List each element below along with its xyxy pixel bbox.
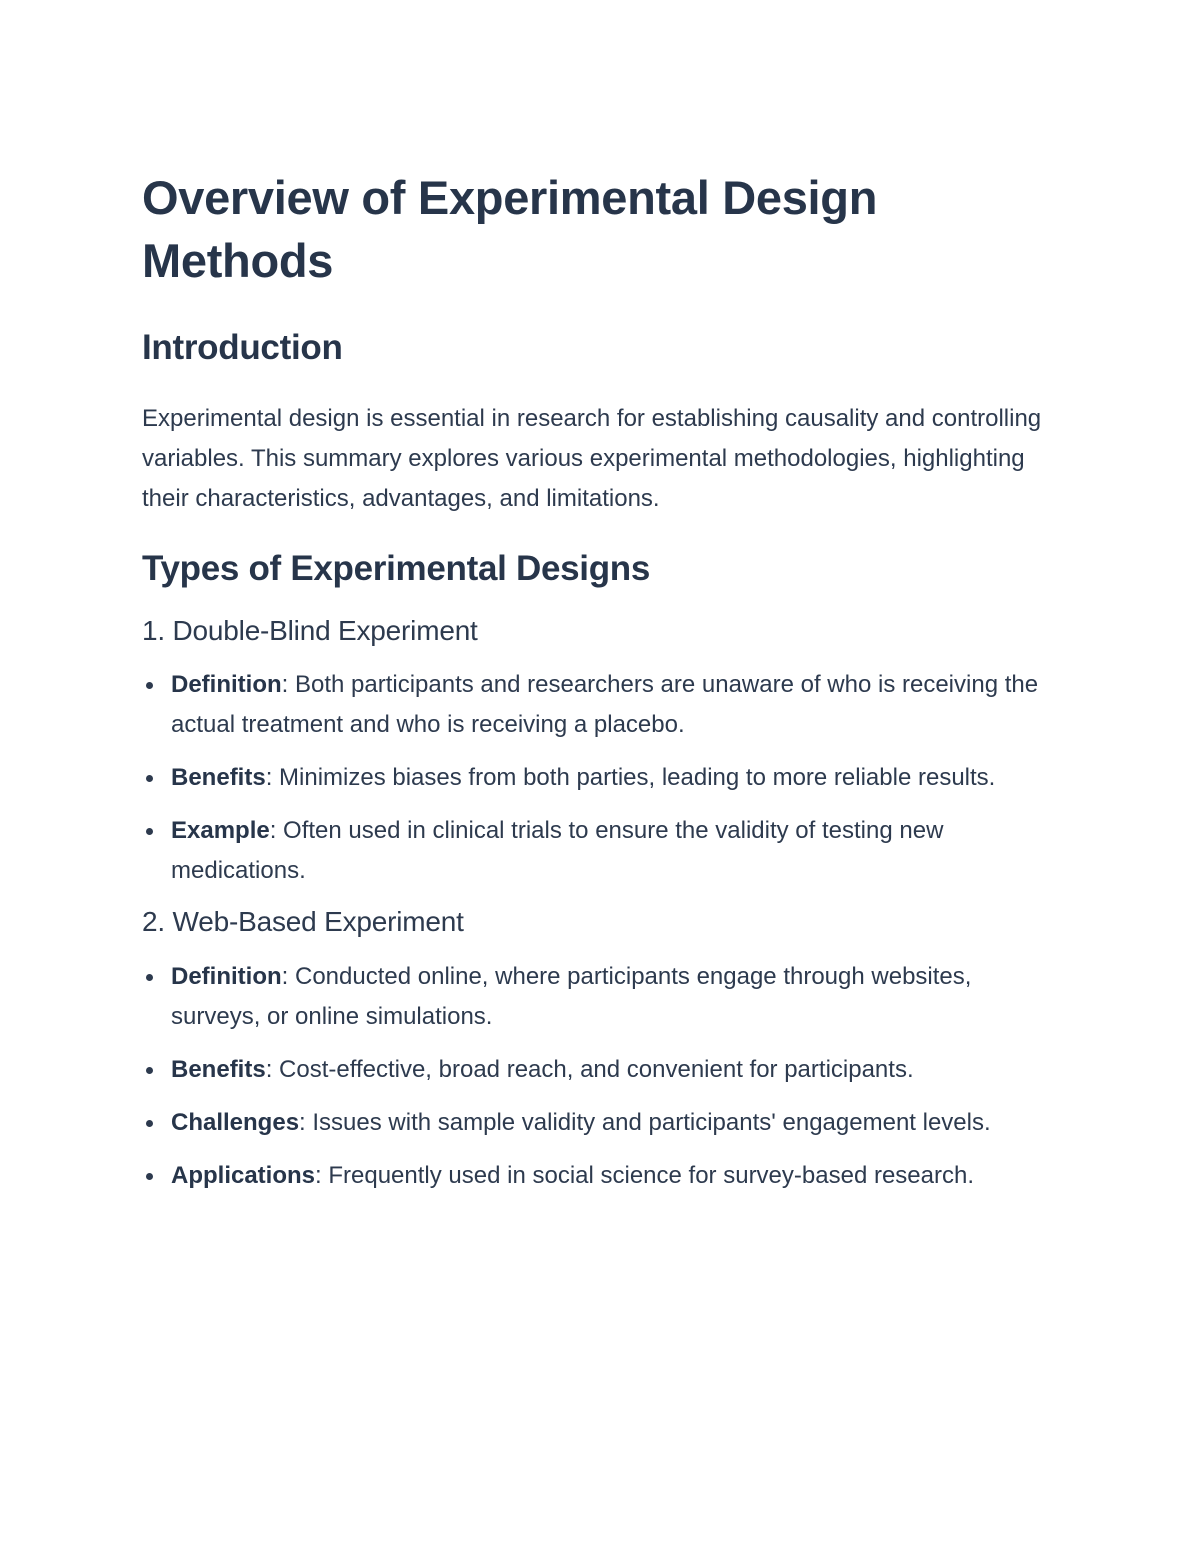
introduction-paragraph: Experimental design is essential in research for establishing causality and controlling variables. This summary explores various experimental methodologies, highlighting their characteristics, advantages, and limitations. xyxy=(142,405,1042,512)
item-term: Definition xyxy=(171,963,282,990)
introduction-heading: Introduction xyxy=(142,328,343,367)
item-text: : Minimizes biases from both parties, leading to more reliable results. xyxy=(265,764,996,791)
list-item xyxy=(142,1050,1050,1090)
item-text: : Cost-effective, broad reach, and convenient for participants. xyxy=(265,1056,914,1083)
item-text: : Issues with sample validity and participants' engagement levels. xyxy=(299,1109,991,1136)
double-blind-list xyxy=(142,665,1050,891)
item-term: Example xyxy=(171,817,270,844)
list-item xyxy=(142,1103,1050,1143)
web-based-list xyxy=(142,957,1050,1196)
types-heading: Types of Experimental Designs xyxy=(142,549,651,588)
item-term: Applications xyxy=(171,1162,316,1189)
double-blind-heading: 1. Double-Blind Experiment xyxy=(142,615,478,646)
list-item xyxy=(142,811,1050,891)
item-term: Definition xyxy=(171,671,282,698)
list-item xyxy=(142,957,1050,1037)
item-text: : Conducted online, where participants engage through websites, surveys, or online simulations. xyxy=(171,963,972,1030)
item-term: Benefits xyxy=(171,1056,266,1083)
item-term: Challenges xyxy=(171,1109,300,1136)
item-text: : Often used in clinical trials to ensure the validity of testing new medications. xyxy=(171,817,944,884)
list-item xyxy=(142,1156,1050,1196)
item-text: : Both participants and researchers are unaware of who is receiving the actual treatment and who is receiving a placebo. xyxy=(171,671,1039,738)
document-title: Overview of Experimental Design Methods xyxy=(142,171,878,287)
web-based-heading: 2. Web-Based Experiment xyxy=(142,906,464,937)
item-text: : Frequently used in social science for survey-based research. xyxy=(315,1162,974,1189)
item-term: Benefits xyxy=(171,764,266,791)
list-item xyxy=(142,758,1050,798)
list-item xyxy=(142,665,1050,745)
